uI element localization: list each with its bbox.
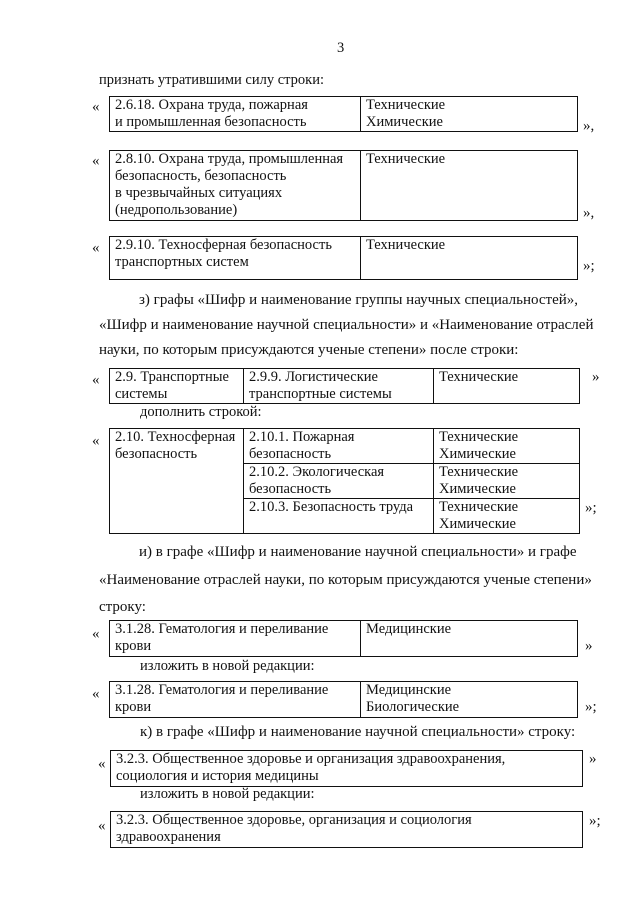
table-5-cell-branch: Технические Химические — [434, 429, 580, 464]
table-5-cell-specialty: 2.10.1. Пожарная безопасность — [244, 429, 434, 464]
new-edition-text-1: изложить в новой редакции: — [140, 658, 315, 674]
table-6 — [109, 620, 578, 657]
table-7-cell-branch: Медицинские Биологические — [361, 682, 578, 718]
table-7 — [109, 681, 578, 718]
close-quote: » — [592, 369, 600, 385]
open-quote: « — [92, 372, 100, 388]
table-5-cell-specialty: 2.10.2. Экологическая безопасность — [244, 464, 434, 499]
table-4-cell-branch: Технические — [434, 369, 580, 404]
table-6-cell-code: 3.1.28. Гематология и переливание крови — [110, 621, 361, 657]
open-quote: « — [92, 626, 100, 642]
table-8-cell-code: 3.2.3. Общественное здоровье и организация здравоохранения, социология и история медицины — [111, 751, 583, 787]
paragraph-z-line-1: з) графы «Шифр и наименование группы научных специальностей», — [139, 292, 579, 308]
table-5-cell-branch: Технические Химические — [434, 499, 580, 534]
open-quote: « — [98, 818, 106, 834]
close-quote: » — [585, 638, 593, 654]
open-quote: « — [92, 686, 100, 702]
paragraph-i-line-2: «Наименование отраслей науки, по которым присуждаются ученые степени» — [99, 572, 592, 588]
open-quote: « — [98, 756, 106, 772]
table-8 — [110, 750, 583, 787]
table-5-cell-branch: Технические Химические — [434, 464, 580, 499]
table-4 — [109, 368, 580, 404]
paragraph-i-line-1: и) в графе «Шифр и наименование научной специальности» и графе — [139, 544, 577, 560]
paragraph-z-line-3: науки, по которым присуждаются ученые степени» после строки: — [99, 342, 519, 358]
table-1-cell-branch: Технические Химические — [361, 97, 578, 132]
intro-text: признать утратившими силу строки: — [99, 72, 324, 88]
table-7-cell-code: 3.1.28. Гематология и переливание крови — [110, 682, 361, 718]
table-5 — [109, 428, 580, 534]
table-2 — [109, 150, 578, 221]
open-quote: « — [92, 153, 100, 169]
table-3 — [109, 236, 578, 280]
table-9 — [110, 811, 583, 848]
table-9-cell-code: 3.2.3. Общественное здоровье, организация и социология здравоохранения — [111, 812, 583, 848]
close-quote: », — [583, 205, 595, 221]
open-quote: « — [92, 433, 100, 449]
table-2-cell-code: 2.8.10. Охрана труда, промышленная безопасность, безопасность в чрезвычайных ситуациях (недропользование) — [110, 151, 361, 221]
table-2-cell-branch: Технические — [361, 151, 578, 221]
table-1 — [109, 96, 578, 132]
table-4-cell-group: 2.9. Транспортные системы — [110, 369, 244, 404]
table-6-cell-branch: Медицинские — [361, 621, 578, 657]
new-edition-text-2: изложить в новой редакции: — [140, 786, 315, 802]
close-quote: »; — [589, 813, 601, 829]
open-quote: « — [92, 99, 100, 115]
table-3-cell-code: 2.9.10. Техносферная безопасность транспортных систем — [110, 237, 361, 280]
paragraph-k: к) в графе «Шифр и наименование научной специальности» строку: — [140, 724, 576, 740]
paragraph-z-line-2: «Шифр и наименование научной специальности» и «Наименование отраслей — [99, 317, 594, 333]
close-quote: »; — [585, 500, 597, 516]
close-quote: » — [589, 751, 597, 767]
add-row-text: дополнить строкой: — [140, 404, 262, 420]
paragraph-i-line-3: строку: — [99, 599, 146, 615]
close-quote: », — [583, 118, 595, 134]
page-number: 3 — [337, 40, 345, 56]
table-4-cell-specialty: 2.9.9. Логистические транспортные системы — [244, 369, 434, 404]
open-quote: « — [92, 240, 100, 256]
table-5-cell-group: 2.10. Техносферная безопасность — [110, 429, 244, 534]
close-quote: »; — [585, 699, 597, 715]
close-quote: »; — [583, 258, 595, 274]
table-1-cell-code: 2.6.18. Охрана труда, пожарная и промышленная безопасность — [110, 97, 361, 132]
table-3-cell-branch: Технические — [361, 237, 578, 280]
table-5-cell-specialty: 2.10.3. Безопасность труда — [244, 499, 434, 534]
